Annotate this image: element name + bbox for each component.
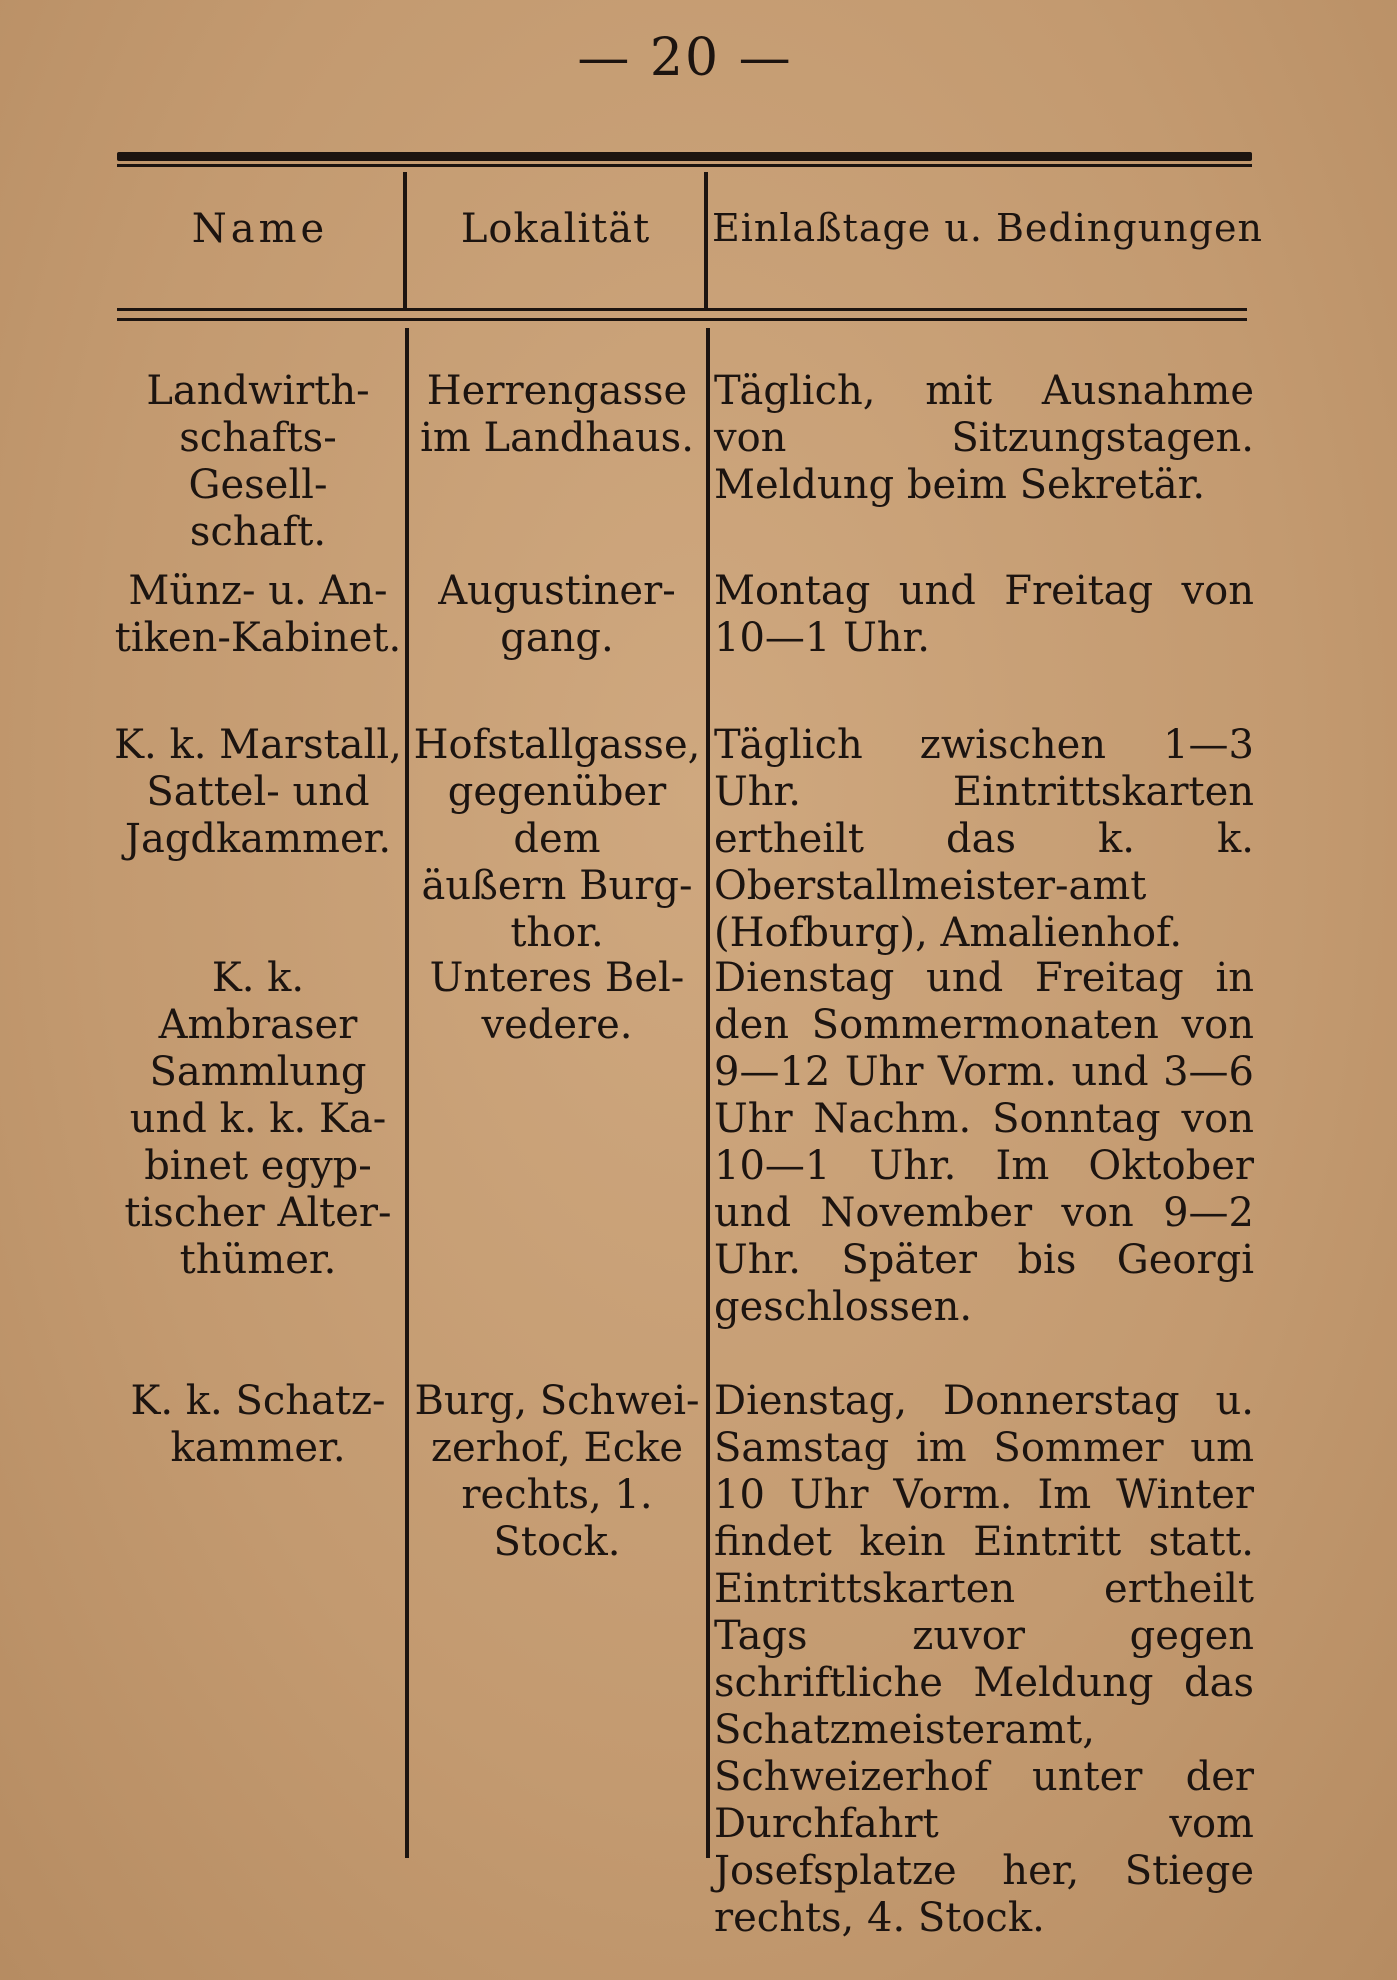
header-location: Lokalität — [460, 206, 651, 252]
row-1-conditions: Täglich, mit Ausnahme von Sitzungstagen. Meldung beim Sekretär. — [714, 368, 1254, 508]
table-top-rule — [117, 152, 1252, 161]
header-rule-2 — [117, 318, 1247, 321]
table-top-rule-thin — [117, 164, 1252, 167]
row-5-location: Burg, Schwei- zerhof, Ecke rechts, 1. Stock. — [414, 1378, 700, 1565]
row-1-location: Herrengasse im Landhaus. — [420, 368, 694, 461]
row-2-name: Münz- u. An- tiken-Kabinet. — [114, 568, 402, 661]
header-rule-1 — [117, 308, 1247, 311]
row-4-location: Unteres Bel- vedere. — [429, 955, 685, 1048]
row-3-location: Hofstallgasse, gegenüber dem äußern Burg- thor. — [413, 722, 701, 956]
header-conditions: Einlaßtage u. Bedingungen — [712, 206, 1263, 250]
row-3-conditions: Täglich zwischen 1—3 Uhr. Eintrittskarten ertheilt das k. k. Oberstallmeister-amt (Hofburg), Amalienhof. — [714, 722, 1254, 956]
header-divider-2 — [704, 172, 708, 308]
page-number: — 20 — — [577, 28, 793, 88]
header-name: Name — [191, 206, 329, 252]
row-3-name: K. k. Marstall, Sattel- und Jagdkammer. — [114, 722, 402, 862]
row-1-name: Landwirth- schafts-Gesell- schaft. — [146, 368, 370, 555]
row-2-conditions: Montag und Freitag von 10—1 Uhr. — [714, 568, 1254, 661]
column-divider-2 — [706, 328, 710, 1858]
row-5-conditions: Dienstag, Donnerstag u. Samstag im Sommer um 10 Uhr Vorm. Im Winter findet kein Eintritt statt. Eintrittskarten ertheilt Tags zuvor gegen schriftliche Meldung das Schatzmeisteramt, Schweizerhof unter der Durchfahrt vom Josefsplatze her, Stiege rechts, 4. Stock. — [714, 1378, 1254, 1941]
row-4-conditions: Dienstag und Freitag in den Sommermonaten von 9—12 Uhr Vorm. und 3—6 Uhr Nachm. Sonntag von 10—1 Uhr. Im Oktober und November von 9—2 Uhr. Später bis Georgi geschlossen. — [714, 955, 1254, 1330]
row-5-name: K. k. Schatz- kammer. — [130, 1378, 386, 1471]
row-2-location: Augustiner- gang. — [438, 568, 676, 661]
row-4-name: K. k. Ambraser Sammlung und k. k. Ka- binet egyp- tischer Alter- thümer. — [124, 955, 392, 1283]
column-divider-1 — [405, 328, 409, 1858]
